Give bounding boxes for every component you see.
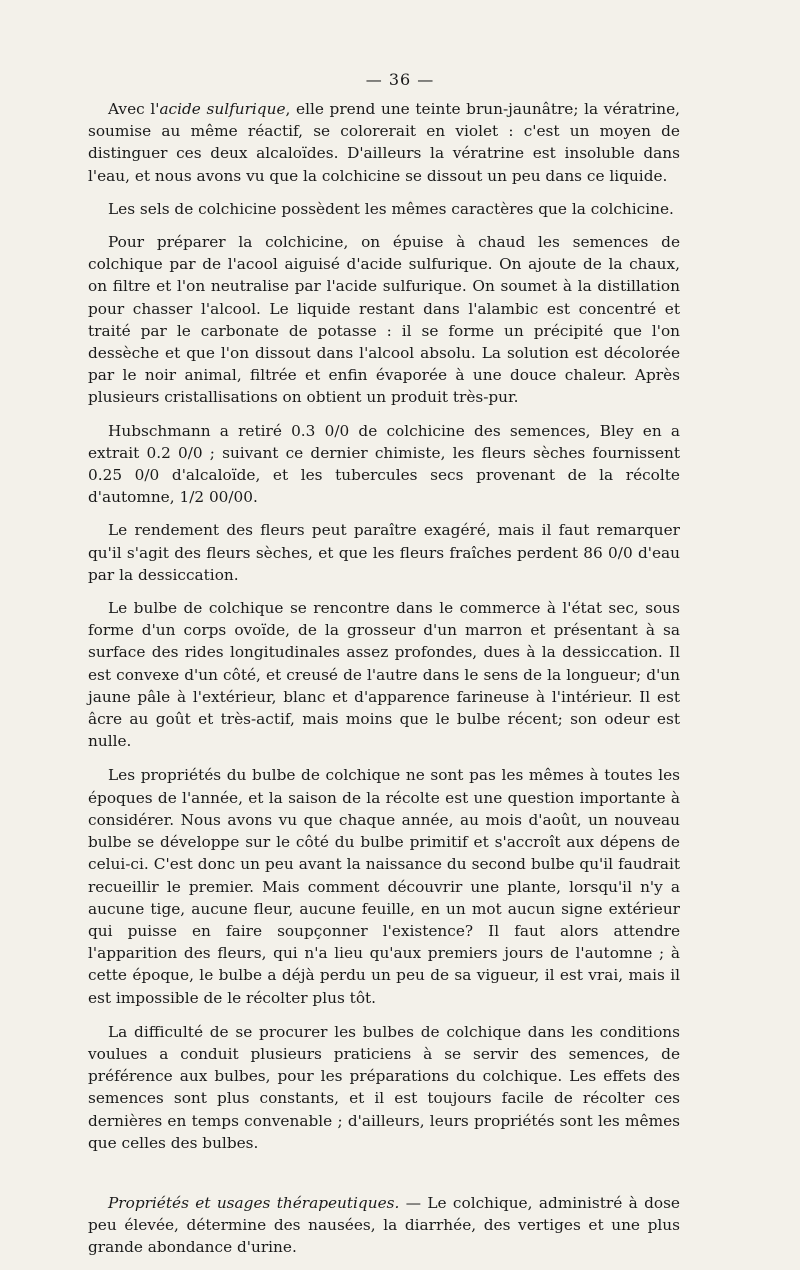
paragraph-text: Le bulbe de colchique se rencontre dans le commerce à l'état sec, sous forme d'un corps ovoïde, de la grosseur d'un marron et présentant à sa surface des rides longitudinales assez profondes, dues à la dessiccation. Il est convexe d'un côté, et creusé de l'autre dans le sens de la longueur; d'un jaune pâle à l'extérieur, blanc et d'apparence farineuse à l'intérieur. Il est âcre au goût et très-actif, mais moins que le bulbe récent; son odeur est nulle. — [88, 599, 680, 751]
paragraph-text: Pour préparer la colchicine, on épuise à chaud les semences de colchique par de l'acool aiguisé d'acide sulfurique. On ajoute de la chaux, on filtre et l'on neutralise par l'acide sulfurique. On soumet à la distillation pour chasser l'alcool. Le liquide restant dans l'alambic est concentré et traité par le carbonate de potasse : il se forme un précipité que l'on dessèche et que l'on dissout dans l'alcool absolu. La solution est décolorée par le noir animal, filtrée et enfin évaporée à une douce chaleur. Après plusieurs cristallisations on obtient un produit très-pur. — [88, 233, 680, 407]
paragraph-text: Le rendement des fleurs peut paraître exagéré, mais il faut remarquer qu'il s'agit des fleurs sèches, et que les fleurs fraîches perdent 86 0/0 d'eau par la dessiccation. — [88, 521, 680, 584]
paragraph — [88, 98, 680, 187]
page-number: — 36 — — [365, 70, 435, 89]
page-body — [88, 98, 680, 1270]
paragraph-text: Les sels de colchicine possèdent les mêmes caractères que la colchicine. — [108, 199, 674, 218]
paragraph-text: Hubschmann a retiré 0.3 0/0 de colchicine des semences, Bley en a extrait 0.2 0/0 ; suivant ce dernier chimiste, les fleurs sèches fournissent 0.25 0/0 d'alcaloïde, et les tubercules secs provenant de la récolte d'automne, 1/2 00/00. — [88, 421, 680, 507]
paragraph-text: , elle prend une teinte brun-jaunâtre; la vératrine, soumise au même réactif, se colorerait en violet : c'est un moyen de distinguer ces deux alcaloïdes. D'ailleurs la vératrine est insoluble dans l'eau, et nous avons vu que la colchicine se dissout un peu dans ce liquide. — [88, 100, 681, 185]
paragraph-text: — Le colchique, administré à dose peu élevée, détermine des nausées, la diarrhée, des vertiges et une plus grande abondance d'urine. — [88, 1193, 680, 1257]
paragraph — [88, 597, 680, 752]
paragraph-text-start: Avec l' — [108, 100, 160, 118]
paragraph — [88, 764, 680, 1008]
italic-term: acide sulfurique — [159, 100, 286, 118]
paragraph — [88, 1021, 680, 1154]
section-paragraph — [88, 1192, 680, 1259]
paragraph — [88, 519, 680, 586]
section-heading: Propriétés et usages thérapeutiques. — [108, 1193, 400, 1212]
paragraph-text: Les propriétés du bulbe de colchique ne sont pas les mêmes à toutes les époques de l'année, et la saison de la récolte est une question importante à considérer. Nous avons vu que chaque année, au mois d'août, un nouveau bulbe se développe sur le côté du bulbe primitif et s'accroît aux dépens de celui-ci. C'est donc un peu avant la naissance du second bulbe qu'il faudrait recueillir le premier. Mais comment découvrir une plante, lorsqu'il n'y a aucune tige, aucune fleur, aucune feuille, en un mot aucun signe extérieur qui puisse en faire soupçonner l'existence? Il faut alors attendre l'apparition des fleurs, qui n'a lieu qu'aux premiers jours de l'automne ; à cette époque, le bulbe a déjà perdu un peu de sa vigueur, il est vrai, mais il est impossible de le récolter plus tôt. — [88, 766, 680, 1007]
paragraph — [88, 198, 680, 220]
paragraph-text: La difficulté de se procurer les bulbes de colchique dans les conditions voulues a conduit plusieurs praticiens à se servir des semences, de préférence aux bulbes, pour les préparations du colchique. Les effets des semences sont plus constants, et il est toujours facile de récolter ces dernières en temps convenable ; d'ailleurs, leurs propriétés sont les mêmes que celles des bulbes. — [88, 1022, 680, 1152]
paragraph — [88, 420, 680, 509]
paragraph — [88, 231, 680, 409]
